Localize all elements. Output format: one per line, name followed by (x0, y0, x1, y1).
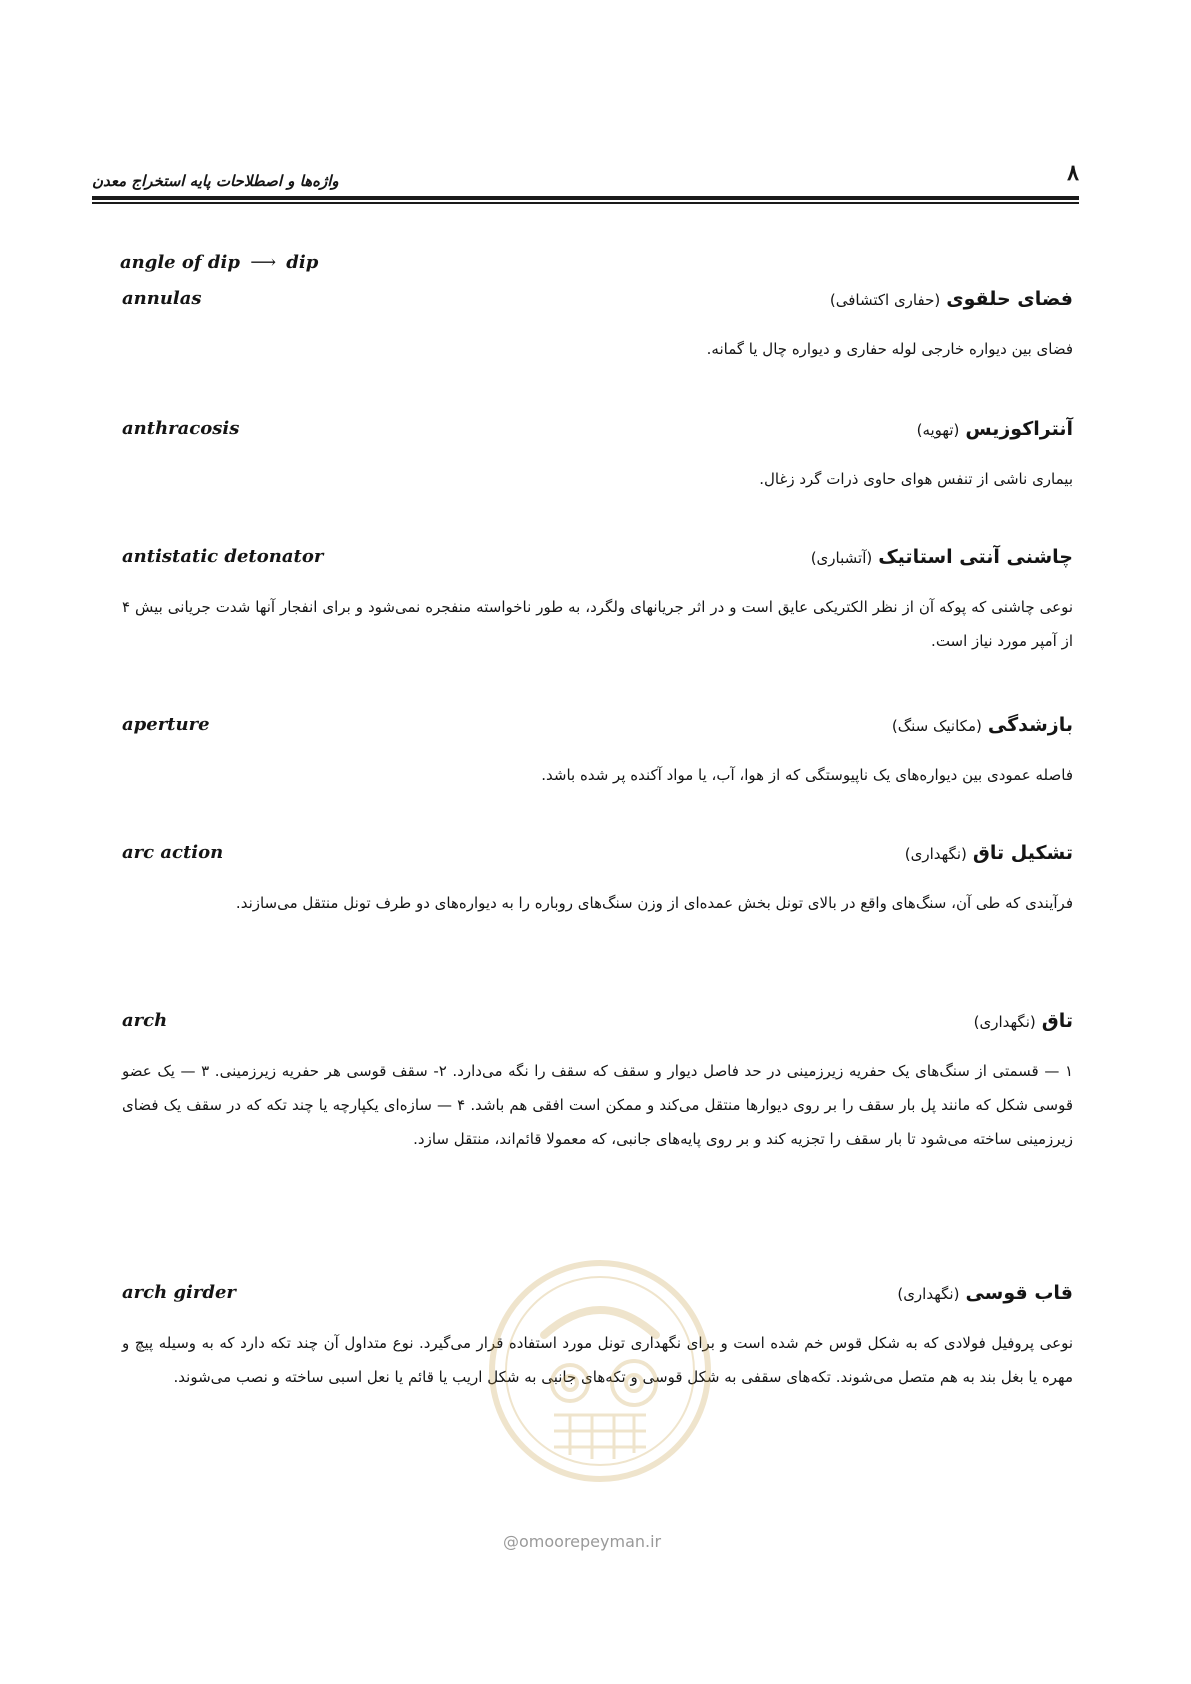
entry-persian-heading (905, 842, 1073, 864)
entry-persian-heading (974, 1010, 1073, 1032)
entry-persian-heading (897, 1282, 1073, 1304)
entry-field: (آتشباری) (810, 549, 873, 567)
entry-persian-term: تشکیل تاق (972, 842, 1073, 864)
entry-persian-heading (830, 288, 1073, 310)
entry-persian-heading (917, 418, 1073, 440)
entry-english-term: arch (122, 1010, 168, 1031)
page-header (92, 160, 1079, 204)
entry-english-term: annulas (122, 288, 202, 309)
entry-english-term: arch girder (122, 1282, 236, 1303)
entry-field: (نگهداری) (904, 845, 967, 863)
entry-persian-term: بازشدگی (987, 714, 1073, 736)
entry-field: (حفاری اکتشافی) (829, 291, 941, 309)
entry-definition: نوعی چاشنی که پوکه آن از نظر الکتریکی عایق است و در اثر جریانهای ولگرد، به طور ناخواسته منفجره نمی‌شود و برای انفجار آنها شدت جریانی بیش ۴ از آمپر مورد نیاز است. (122, 598, 1073, 650)
entry-persian-term: فضای حلقوی (946, 288, 1073, 310)
entry-field: (نگهداری) (897, 1285, 960, 1303)
entry-english-term: anthracosis (122, 418, 240, 439)
entry-field: (تهویه) (916, 421, 960, 439)
entry-english-term: aperture (122, 714, 210, 735)
arrow-right-icon: ⟶ (250, 252, 277, 273)
entry-persian-heading (811, 546, 1073, 568)
entry-definition: بیماری ناشی از تنفس هوای حاوی ذرات گرد زغال. (759, 470, 1073, 488)
running-title: واژه‌ها و اصطلاحات پایه استخراج معدن (92, 172, 339, 190)
entry-definition: نوعی پروفیل فولادی که به شکل قوس خم شده است و برای نگهداری تونل مورد استفاده قرار می‌گیرد. نوع متداول آن چند تکه دارد که به وسیله پیچ و مهره یا بغل بند به هم متصل می‌شوند. تکه‌های سقفی به شکل قوسی و تکه‌های جانبی به شکل اریب یا قائم یا نعل اسبی ساخته و نصب می‌شوند. (122, 1334, 1073, 1386)
header-rule-thick (92, 196, 1079, 200)
entry-definition: فضای بین دیواره خارجی لوله حفاری و دیواره چال یا گمانه. (706, 340, 1073, 358)
header-rule-thin (92, 202, 1079, 204)
entry-definition: فرآیندی که طی آن، سنگ‌های واقع در بالای تونل بخش عمده‌ای از وزن سنگ‌های روباره را به دیواره‌های دو طرف تونل منتقل می‌سازند. (235, 894, 1073, 912)
page-number: ۸ (1067, 160, 1079, 186)
entry-field: (مکانیک سنگ) (891, 717, 982, 735)
entry-english-term: arc action (122, 842, 224, 863)
entry-definition: فاصله عمودی بین دیواره‌های یک ناپیوستگی که از هوا، آب، یا مواد آکنده پر شده باشد. (541, 766, 1073, 784)
watermark-url: @omoorepeyman.ir (503, 1532, 662, 1551)
entry-definition: ۱ — قسمتی از سنگ‌های یک حفریه زیرزمینی در حد فاصل دیوار و سقف که سقف را نگه می‌دارد. ۲- سقف قوسی هر حفریه زیرزمینی. ۳ — یک عضو قوسی شکل که مانند پل بار سقف را بر روی دیوارها منتقل می‌کند و ممکن است افقی هم باشد. ۴ — سازه‌ای یکپارچه یا چند تکه که در سقف یک فضای زیرزمینی ساخته می‌شود تا بار سقف را تجزیه کند و بر روی پایه‌های جانبی، که معمولا قائم‌اند، منتقل سازد. (122, 1062, 1073, 1148)
entry-persian-term: آنتراکوزیس (965, 418, 1073, 440)
entry-persian-term: تاق (1041, 1010, 1073, 1032)
xref-target: dip (286, 252, 319, 273)
entry-field: (نگهداری) (973, 1013, 1036, 1031)
xref-term: angle of dip (120, 252, 240, 273)
watermark-logo (484, 1255, 716, 1487)
cross-reference (120, 252, 318, 273)
entry-persian-term: چاشنی آنتی استاتیک (878, 546, 1073, 568)
entry-english-term: antistatic detonator (122, 546, 324, 567)
entry-persian-heading (892, 714, 1073, 736)
entry-persian-term: قاب قوسی (965, 1282, 1073, 1304)
